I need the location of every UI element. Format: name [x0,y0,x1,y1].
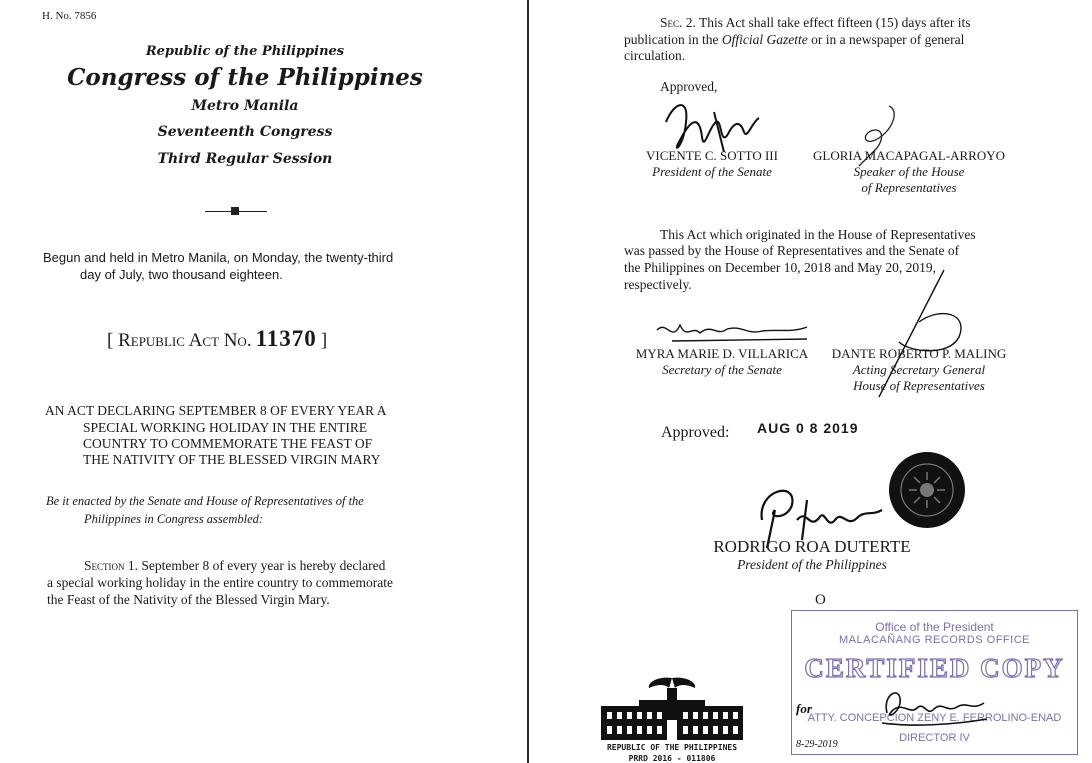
villarica-name: MYRA MARIE D. VILLARICA [635,346,809,361]
ra-suffix: ] [320,330,328,351]
villarica-title: Secretary of the Senate [662,362,782,377]
malacanang-palace-icon [599,676,745,742]
header-congress: Congress of the Philippines [67,64,423,91]
origin-line-4: respectively. [624,277,692,292]
stamp-certified-copy: CERTIFIED COPY [804,653,1065,683]
section-1-line-1: Section 1. September 8 of every year is hereby declared [84,558,386,573]
presidential-seal-icon [887,450,967,530]
sotto-name: VICENTE C. SOTTO III [646,148,778,163]
header-rule-square [231,207,239,215]
maling-title-1: Acting Secretary General [852,362,986,377]
section-2-line-1: Sec. 2. This Act shall take effect fifteen (15) days after its [660,15,971,30]
section-1-line-3: the Feast of the Nativity of the Blessed Virgin Mary. [47,592,330,607]
section-2-label: Sec. 2. [660,15,696,30]
stamp-handwritten-date: 8-29-2019 [796,739,838,750]
house-number: H. No. 7856 [42,10,97,22]
section-2-line-3: circulation. [624,48,686,63]
certified-copy-stamp [791,610,1078,755]
villarica-signature [652,315,812,345]
approved-date-label: Approved: [661,424,730,441]
stamp-line-4: ATTY. CONCEPCION ZENY E. FERROLINO-ENAD [807,712,1062,724]
palace-caption-2: PRRD 2016 - 011806 [628,754,716,763]
begun-line-2: day of July, two thousand eighteen. [80,267,283,282]
stamp-signature [872,683,992,733]
begun-line-1: Begun and held in Metro Manila, on Monday, the twenty-third [43,250,394,265]
sotto-title: President of the Senate [652,164,772,179]
title-line-3: COUNTRY TO COMMEMORATE THE FEAST OF [83,436,373,451]
president-title: President of the Philippines [737,557,887,572]
origin-line-2: was passed by the House of Representatives and the Senate of [624,243,960,258]
section-2-line-2: publication in the Official Gazette or in a newspaper of general [624,32,965,47]
title-line-1: AN ACT DECLARING SEPTEMBER 8 OF EVERY YEAR A [45,403,387,418]
title-line-2: SPECIAL WORKING HOLIDAY IN THE ENTIRE [83,420,368,435]
header-session: Third Regular Session [157,151,333,167]
title-line-4: THE NATIVITY OF THE BLESSED VIRGIN MARY [83,452,381,467]
origin-line-3: the Philippines on December 10, 2018 and May 20, 2019, [624,260,936,275]
ra-number: 11370 [255,326,317,351]
arroyo-name: GLORIA MACAPAGAL-ARROYO [812,148,1005,163]
arroyo-title-2: of Representatives [861,180,957,195]
header-republic: Republic of the Philippines [145,44,345,59]
maling-name: DANTE ROBERTO P. MALING [831,346,1007,361]
republic-act-number [107,326,327,352]
enacting-line-2: Philippines in Congress assembled: [84,512,264,526]
origin-line-1: This Act which originated in the House of Representatives [660,227,976,242]
right-page [529,0,1092,763]
palace-caption-1: REPUBLIC OF THE PHILIPPINES [606,743,738,752]
section-1-line-2: a special working holiday in the entire country to commemorate [47,575,394,590]
ra-prefix: [ Republic Act No. [107,330,252,351]
enacting-line-1: Be it enacted by the Senate and House of Representatives of the [46,494,364,508]
stamp-line-5: DIRECTOR IV [899,732,970,744]
approved-date-stamp: AUG 0 8 2019 [757,420,859,436]
stamp-line-1: Office of the President [875,620,994,634]
page-mark: O [815,592,826,608]
approved-label: Approved, [660,79,718,94]
header-city: Metro Manila [191,98,299,114]
president-name: RODRIGO ROA DUTERTE [713,537,911,556]
section-1-label: Section 1. [84,558,139,573]
left-page [0,0,527,763]
stamp-handwritten-for: for [796,701,812,716]
stamp-line-2: MALACAÑANG RECORDS OFFICE [839,634,1030,646]
header-congress-number: Seventeenth Congress [157,124,333,140]
maling-title-2: House of Representatives [853,378,985,393]
arroyo-title-1: Speaker of the House [853,164,965,179]
